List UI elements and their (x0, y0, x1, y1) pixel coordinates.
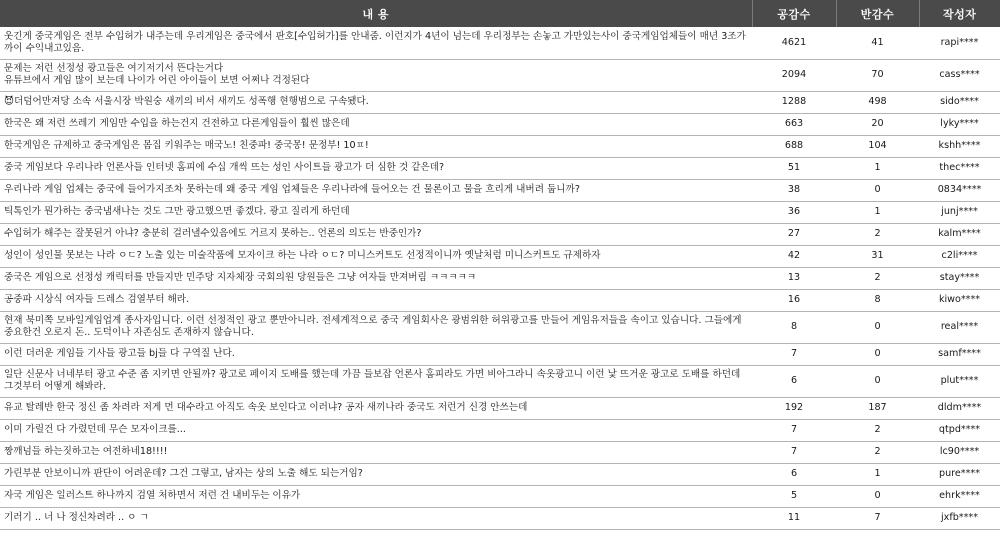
table-row (0, 397, 1000, 419)
header-agree: 공감수 (752, 0, 836, 27)
disagree-count: 41 (836, 27, 919, 59)
disagree-count: 2 (836, 267, 919, 289)
disagree-count: 0 (836, 485, 919, 507)
disagree-count: 104 (836, 135, 919, 157)
disagree-count: 2 (836, 441, 919, 463)
comment-author: ehrk**** (919, 485, 1000, 507)
agree-count: 4621 (752, 27, 836, 59)
table-header (0, 0, 1000, 27)
comment-author: lc90**** (919, 441, 1000, 463)
header-disagree: 반감수 (836, 0, 919, 27)
agree-count: 11 (752, 507, 836, 529)
comment-content: 틱톡인가 뭔가하는 중국냄새나는 것도 그만 광고했으면 좋겠다. 광고 질리게 하던데 (0, 201, 752, 223)
comment-content: 가린부분 안보이니까 판단이 어려운데? 그건 그렇고, 남자는 상의 노출 해도 되는거임? (0, 463, 752, 485)
comment-author: jxfb**** (919, 507, 1000, 529)
agree-count: 8 (752, 311, 836, 343)
comment-content: 짱깨넘들 하는짓하고는 여전하네18!!!! (0, 441, 752, 463)
disagree-count: 1 (836, 201, 919, 223)
table-row (0, 201, 1000, 223)
comment-content: 이미 가릴건 다 가렸던데 무슨 모자이크를... (0, 419, 752, 441)
comment-content: 중국은 게임으로 선정성 캐릭터를 만들지만 민주당 지자체장 국회의원 당원들은 그냥 여자들 만져버림 ㅋㅋㅋㅋㅋ (0, 267, 752, 289)
comment-author: pure**** (919, 463, 1000, 485)
disagree-count: 0 (836, 179, 919, 201)
comment-author: thec**** (919, 157, 1000, 179)
comment-content: 중국 게임보다 우리나라 언론사들 인터넷 홈피에 수십 개씩 뜨는 성인 사이트들 광고가 더 심한 것 같은데? (0, 157, 752, 179)
disagree-count: 31 (836, 245, 919, 267)
header-content: 내 용 (0, 0, 752, 27)
agree-count: 13 (752, 267, 836, 289)
disagree-count: 2 (836, 223, 919, 245)
comment-author: qtpd**** (919, 419, 1000, 441)
disagree-count: 2 (836, 419, 919, 441)
header-author: 작성자 (919, 0, 1000, 27)
comment-content: 웃긴게 중국게임은 전부 수입허가 내주는데 우리게임은 중국에서 판호[수입허가]를 안내줌. 이런지가 4년이 넘는데 우리정부는 손놓고 가만있는사이 중국게임업체들이 매년 3조가까이 수익내고있음. (0, 27, 752, 59)
disagree-count: 7 (836, 507, 919, 529)
table-row (0, 179, 1000, 201)
comment-content: 현재 북미쪽 모바일게임업계 종사자입니다. 이런 선정적인 광고 뿐만아니라. 전세계적으로 중국 게임회사은 광범위한 허위광고를 만들어 게임유저들을 속이고 있습니다. 그들에게 중요한건 오로지 돈.. 도덕이나 자존심도 존재하지 않습니다. (0, 311, 752, 343)
comment-author: 0834**** (919, 179, 1000, 201)
comment-content: 한국게임은 규제하고 중국게임은 몸집 키워주는 매국노! 친중파! 중국몽! 문정부! 10ㅍ! (0, 135, 752, 157)
comment-content: 일단 신문사 너네부터 광고 수준 좀 지키면 안될까? 광고로 페이지 도배를 했는데 가끔 들보잡 언론사 홈피라도 가면 비아그라니 속옷광고니 이런 낯 뜨거운 광고로 도배를 하던데 그것부터 어떻게 해봐라. (0, 365, 752, 397)
table-row (0, 485, 1000, 507)
comment-content: 자국 게임은 일러스트 하나까지 검열 처하면서 저런 건 내비두는 이유가 (0, 485, 752, 507)
comment-content: 이런 더러운 게임들 기사들 광고들 bj들 다 구역질 난다. (0, 343, 752, 365)
agree-count: 6 (752, 365, 836, 397)
comment-author: real**** (919, 311, 1000, 343)
table-row (0, 91, 1000, 113)
table-body (0, 27, 1000, 529)
agree-count: 5 (752, 485, 836, 507)
agree-count: 663 (752, 113, 836, 135)
comment-content: 성인이 성인물 못보는 나라 ㅇㄷ? 노출 있는 미술작품에 모자이크 하는 나라 ㅇㄷ? 미니스커트도 선정적이니까 옛날처럼 미니스커트도 규제하자 (0, 245, 752, 267)
comment-content: 수입허가 해주는 잘못된거 아냐? 충분히 걸러낼수있음에도 거르지 못하는.. 언론의 의도는 반중인가? (0, 223, 752, 245)
comment-author: kiwo**** (919, 289, 1000, 311)
disagree-count: 187 (836, 397, 919, 419)
comment-content: 😈더덤어만져당 소속 서울시장 박원숭 새끼의 비서 새끼도 성폭행 현행범으로 구속됐다. (0, 91, 752, 113)
table-row (0, 113, 1000, 135)
comment-author: kalm**** (919, 223, 1000, 245)
comment-content: 공중파 시상식 여자들 드레스 검열부터 해라. (0, 289, 752, 311)
comment-author: plut**** (919, 365, 1000, 397)
table-row (0, 59, 1000, 91)
table-row (0, 157, 1000, 179)
agree-count: 7 (752, 343, 836, 365)
table-row (0, 289, 1000, 311)
comment-author: samf**** (919, 343, 1000, 365)
table-row (0, 463, 1000, 485)
comment-author: sido**** (919, 91, 1000, 113)
agree-count: 51 (752, 157, 836, 179)
agree-count: 42 (752, 245, 836, 267)
comment-author: kshh**** (919, 135, 1000, 157)
comment-content: 유교 탈레반 한국 정신 좀 차려라 저게 먼 대수라고 아직도 속옷 보인다고 이러냐? 공자 새끼나라 중국도 저런거 신경 안쓰는데 (0, 397, 752, 419)
disagree-count: 20 (836, 113, 919, 135)
comment-content: 문제는 저런 선정성 광고들은 여기저기서 뜬다는거다 유튜브에서 게임 많이 보는데 나이가 어린 아이들이 보면 어쩌나 걱정된다 (0, 59, 752, 91)
comment-content: 우리나라 게임 업체는 중국에 들어가지조차 못하는데 왜 중국 게임 업체들은 우리나라에 들어오는 건 물론이고 물을 흐리게 내버려 둡니까? (0, 179, 752, 201)
agree-count: 36 (752, 201, 836, 223)
agree-count: 38 (752, 179, 836, 201)
agree-count: 7 (752, 419, 836, 441)
table-row (0, 135, 1000, 157)
disagree-count: 1 (836, 157, 919, 179)
table-row (0, 441, 1000, 463)
table-row (0, 365, 1000, 397)
table-row (0, 311, 1000, 343)
disagree-count: 70 (836, 59, 919, 91)
agree-count: 6 (752, 463, 836, 485)
agree-count: 7 (752, 441, 836, 463)
table-row (0, 507, 1000, 529)
disagree-count: 8 (836, 289, 919, 311)
comment-content: 기러기 .. 너 나 정신차려라 .. ㅇ ㄱ (0, 507, 752, 529)
comment-author: rapi**** (919, 27, 1000, 59)
comment-author: lyky**** (919, 113, 1000, 135)
table-row (0, 343, 1000, 365)
comment-author: stay**** (919, 267, 1000, 289)
agree-count: 2094 (752, 59, 836, 91)
agree-count: 1288 (752, 91, 836, 113)
table-row (0, 419, 1000, 441)
comment-author: c2li**** (919, 245, 1000, 267)
comment-content: 한국은 왜 저런 쓰레기 게임만 수입을 하는건지 건전하고 다른게임들이 훨씬 많은데 (0, 113, 752, 135)
comment-author: junj**** (919, 201, 1000, 223)
table-row (0, 27, 1000, 59)
comment-author: dldm**** (919, 397, 1000, 419)
comment-author: cass**** (919, 59, 1000, 91)
agree-count: 27 (752, 223, 836, 245)
disagree-count: 0 (836, 311, 919, 343)
agree-count: 192 (752, 397, 836, 419)
agree-count: 16 (752, 289, 836, 311)
disagree-count: 1 (836, 463, 919, 485)
table-row (0, 223, 1000, 245)
disagree-count: 0 (836, 343, 919, 365)
table-row (0, 267, 1000, 289)
disagree-count: 498 (836, 91, 919, 113)
agree-count: 688 (752, 135, 836, 157)
table-row (0, 245, 1000, 267)
disagree-count: 0 (836, 365, 919, 397)
